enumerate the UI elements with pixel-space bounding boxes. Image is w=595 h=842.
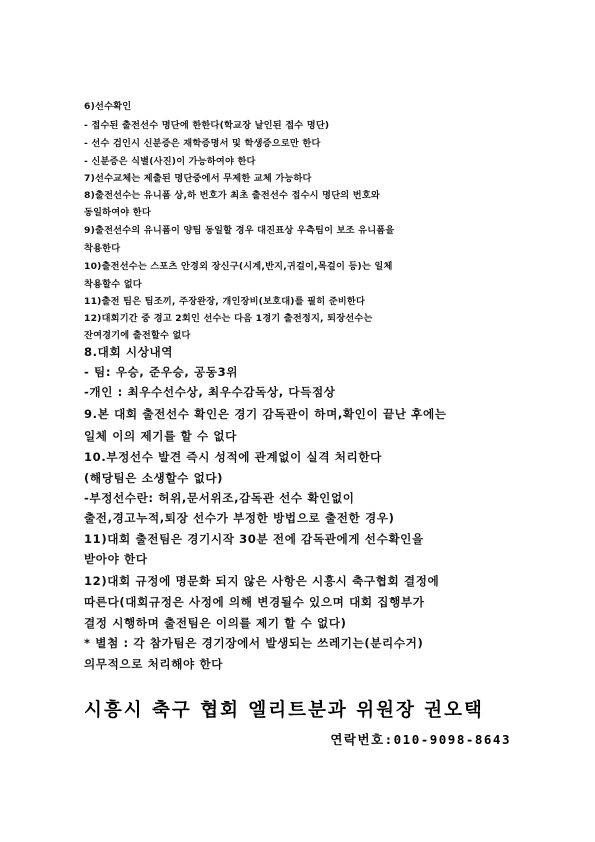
text-line: 착용한다 [84,243,121,254]
text-line: 일체 이의 제기를 할 수 없다 [84,429,237,443]
text-line: 동일하여야 한다 [84,207,151,218]
text-line: 출전,경고누적,퇴장 선수가 부정한 방법으로 출전한 경우) [84,511,395,525]
text-line: -개인 : 최우수선수상, 최우수감독상, 다득점상 [84,385,336,399]
section-heading: 9.본 대회 출전선수 확인은 경기 감독관이 하며,확인이 끝난 후에는 [84,407,447,421]
text-line: 착용할수 없다 [84,279,142,290]
text-line: - 팀: 우승, 준우승, 공동3위 [84,365,239,379]
text-line: 따른다(대회규정은 사정에 의해 변경될수 있으며 대회 집행부가 [84,595,425,609]
text-line: - 선수 검인시 신분증은 재학증명서 및 학생증으로만 한다 [84,138,321,149]
text-line: - 접수된 출전선수 명단에 한한다(학교장 날인된 접수 명단) [84,120,330,131]
text-line: 12)대회기간 중 경고 2회인 선수는 다음 1경기 출전정지, 퇴장선수는 [84,313,373,324]
section-heading: 8.대회 시상내역 [84,345,174,359]
text-line: 9)출전선수의 유니폼이 양팀 동일할 경우 대진표상 우측팀이 보조 유니폼을 [84,225,395,236]
text-line: 11)출전 팀은 팀조끼, 주장완장, 개인장비(보호대)를 필히 준비한다 [84,296,366,307]
text-line: 11)대회 출전팀은 경기시작 30분 전에 감독관에게 선수확인을 [84,532,424,546]
appendix-note: * 별첨 : 각 참가팀은 경기장에서 발생되는 쓰레기는(분리수거) [84,636,424,650]
text-line: 6)선수확인 [84,101,132,112]
text-line: 8)출전선수는 유니폼 상,하 번호가 최초 출전선수 접수시 명단의 번호와 [84,190,380,201]
text-line: 7)선수교체는 제출된 명단중에서 무제한 교체 가능하다 [84,173,312,184]
text-line: 12)대회 규정에 명문화 되지 않은 사항은 시흥시 축구협회 결정에 [84,574,440,588]
section-heading: 10.부정선수 발견 즉시 성적에 관계없이 실격 처리한다 [84,450,382,464]
text-line: 10)출전선수는 스포츠 안경외 장신구(시계,반지,귀걸이,목걸이 등)는 일체 [84,261,393,272]
text-line: 결정 시행하며 출전팀은 이의를 제기 할 수 없다) [84,616,347,630]
text-line: 의무적으로 처리해야 한다 [84,657,224,671]
text-line: -부정선수란: 허위,문서위조,감독관 선수 확인없이 [84,491,355,505]
text-line: (해당팀은 소생할수 없다) [84,471,224,485]
text-line: 잔여경기에 출전할수 없다 [84,330,191,341]
text-line: - 신분증은 식별(사진)이 가능하여야 한다 [84,156,256,167]
text-line: 받아야 한다 [84,552,148,566]
signature-line: 시흥시 축구 협회 엘리트분과 위원장 권오택 [84,700,484,721]
contact-number: 연락번호:010-9098-8643 [330,732,511,747]
